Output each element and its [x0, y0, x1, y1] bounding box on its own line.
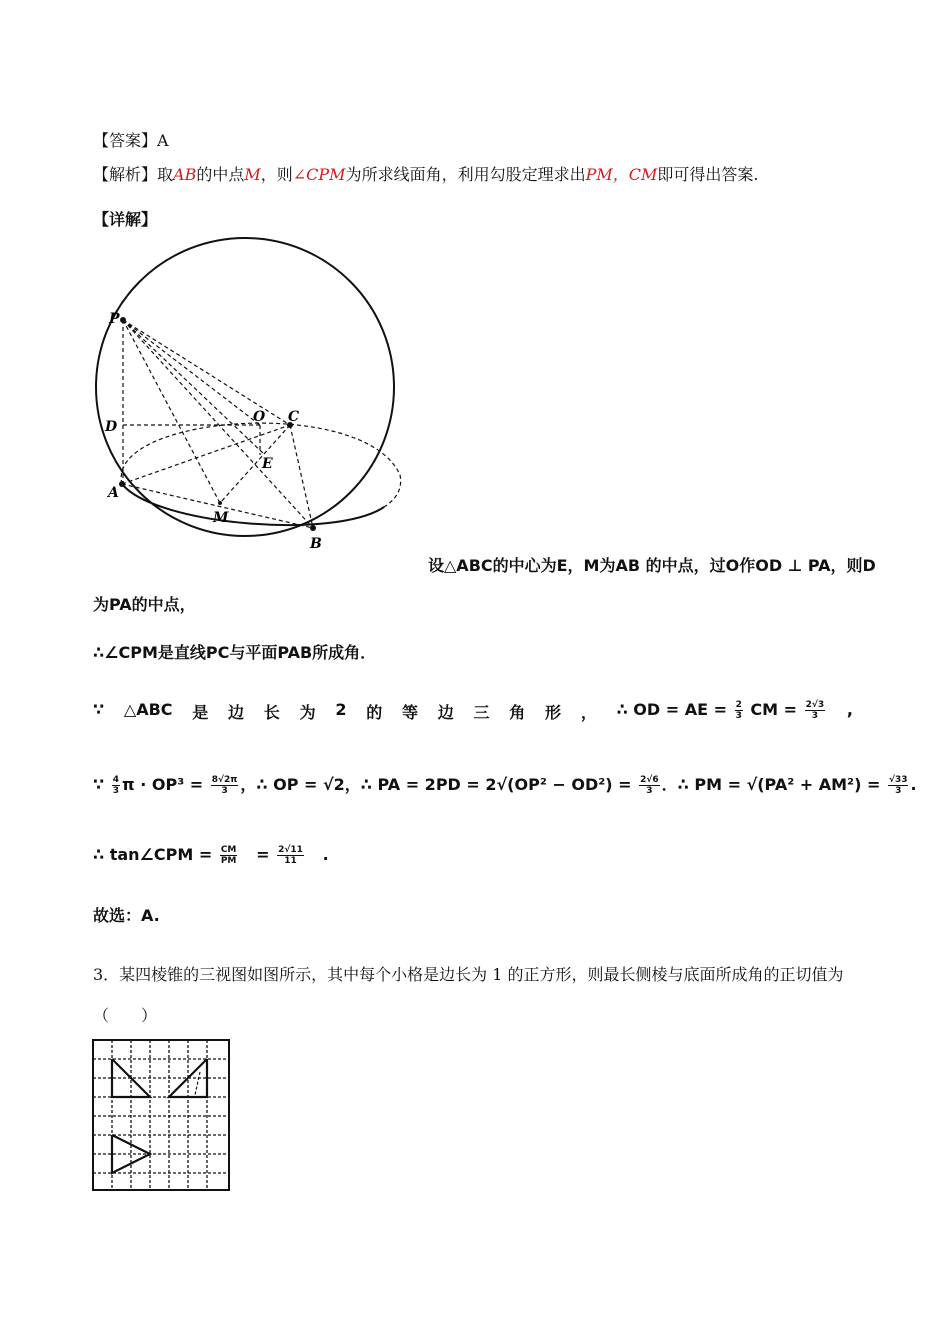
word: 形 — [545, 703, 562, 722]
math-text: π · OP³ = — [121, 775, 204, 794]
answer-value: A — [157, 131, 169, 150]
word: 的 — [366, 703, 383, 722]
sphere-figure — [95, 235, 425, 565]
word: ， — [580, 703, 597, 722]
math-ab: AB — [173, 165, 197, 184]
analysis-text: 即可得出答案. — [657, 165, 759, 184]
denominator: 3 — [895, 786, 902, 796]
word: 为 — [299, 703, 316, 722]
q3-paren: （ ） — [93, 1006, 158, 1025]
label-m: M — [213, 510, 229, 526]
label-o: O — [253, 409, 266, 425]
denominator: 11 — [284, 856, 297, 866]
word: 2 — [335, 700, 347, 719]
numerator: 2√11 — [278, 845, 303, 855]
analysis-line — [93, 162, 758, 185]
numerator: 4 — [112, 775, 119, 785]
sol-line2: 为PA的中点， — [93, 595, 196, 614]
fraction — [277, 845, 304, 866]
sol-line3: ∴∠CPM是直线PC与平面PAB所成角． — [93, 643, 377, 662]
analysis-label: 【解析】 — [93, 165, 158, 184]
sol-line4 — [93, 700, 853, 723]
label-c: C — [288, 409, 300, 425]
sol-line6 — [93, 845, 329, 866]
numerator: √33 — [888, 775, 908, 785]
math-m: M — [244, 165, 261, 184]
label-d: D — [105, 419, 118, 435]
label-e: E — [262, 456, 273, 472]
label-a: A — [108, 485, 119, 501]
detail-label: 【详解】 — [93, 210, 158, 229]
fraction — [211, 775, 239, 796]
math-text: CM = — [750, 700, 798, 719]
fraction — [888, 775, 909, 796]
fraction — [639, 775, 660, 796]
comma: , — [846, 700, 853, 719]
math-text: . — [322, 845, 329, 864]
word: 边 — [228, 703, 245, 722]
analysis-text: 取 — [157, 165, 174, 184]
denominator: 3 — [735, 711, 742, 721]
numerator: CM — [220, 845, 237, 855]
word: ∵ — [93, 700, 105, 719]
analysis-text: 为所求线面角，利用勾股定理求出 — [345, 165, 586, 184]
analysis-text: ，则 — [260, 165, 293, 184]
numerator: 8√2π — [211, 775, 238, 785]
math-text: ∴ OD = AE = — [616, 700, 727, 719]
fraction — [735, 700, 743, 721]
numerator: 2√3 — [805, 700, 825, 710]
math-angle-cpm: ∠CPM — [292, 165, 346, 184]
q3-text: 3．某四棱锥的三视图如图所示，其中每个小格是边长为 1 的正方形，则最长侧棱与底面所成角的正切值为 — [93, 965, 844, 984]
fraction — [112, 775, 120, 796]
denominator: PM — [220, 856, 237, 866]
three-view-grid-figure — [90, 1037, 232, 1193]
fraction — [805, 700, 826, 721]
numerator: 2 — [735, 700, 742, 710]
word: 边 — [437, 703, 454, 722]
numerator: 2√6 — [640, 775, 659, 785]
fraction — [220, 845, 238, 866]
word: 长 — [263, 703, 280, 722]
math-text: ．∴ PM = √(PA² + AM²) = — [661, 775, 881, 794]
analysis-text: 的中点 — [196, 165, 245, 184]
label-p: P — [109, 311, 120, 327]
word: 等 — [401, 703, 418, 722]
word: 角 — [509, 703, 526, 722]
math-text: = — [256, 845, 270, 864]
math-text: ，∴ OP = √2，∴ PA = 2PD = 2√(OP² − OD²) = — [240, 775, 632, 794]
sol-line1: 设△ABC的中心为E，M为AB 的中点，过O作OD ⊥ PA，则D — [428, 556, 876, 575]
math-text: . — [910, 775, 917, 794]
math-pm-cm: PM，CM — [585, 165, 658, 184]
word: 是 — [192, 703, 209, 722]
word: △ABC — [123, 700, 173, 719]
denominator: 3 — [646, 786, 653, 796]
label-b: B — [310, 536, 322, 552]
denominator: 3 — [221, 786, 228, 796]
answer-line — [93, 128, 169, 151]
word: 三 — [473, 703, 490, 722]
sol-line4-formula — [617, 700, 828, 723]
denominator: 3 — [811, 711, 819, 721]
answer-label: 【答案】 — [93, 131, 158, 150]
sol-line7: 故选：A. — [93, 906, 160, 925]
denominator: 3 — [112, 786, 119, 796]
sol-line5 — [93, 772, 917, 796]
math-text: ∴ tan∠CPM = — [93, 845, 213, 864]
math-text: ∵ — [93, 775, 105, 794]
